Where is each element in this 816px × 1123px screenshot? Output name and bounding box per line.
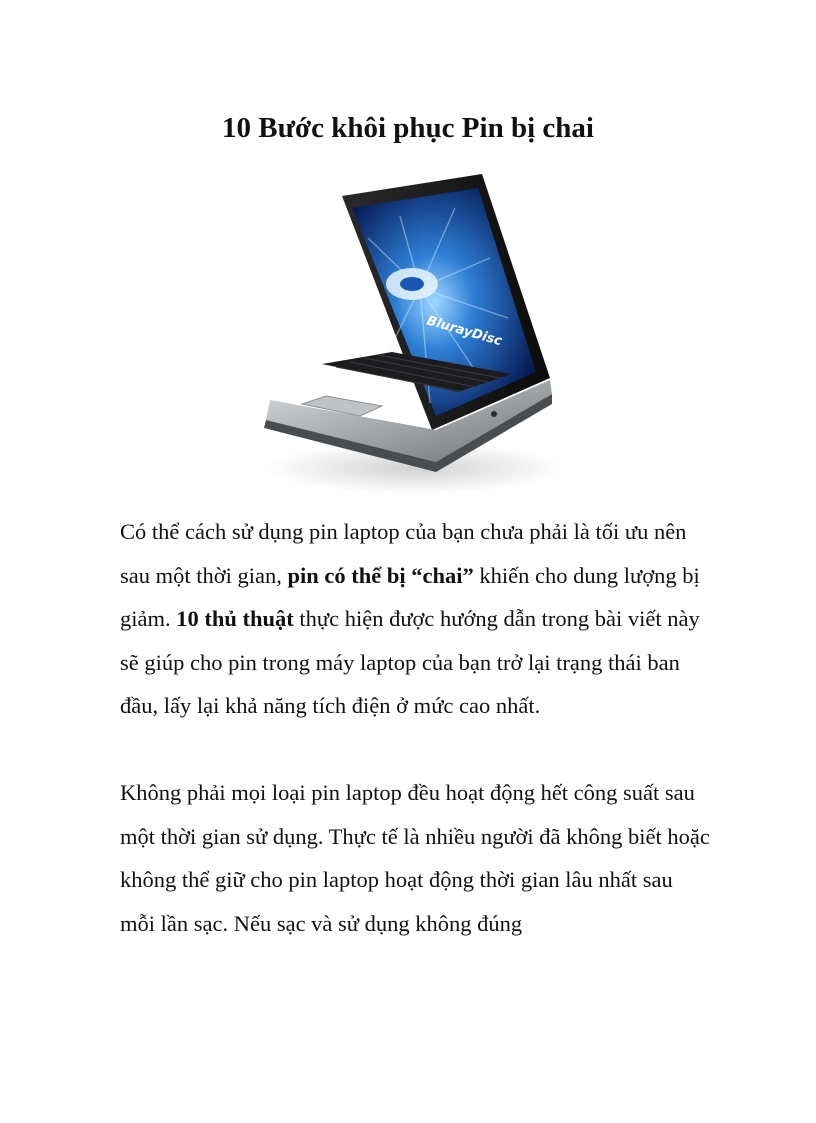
- text-segment: thực hiện được hướng dẫn trong bài viết này sẽ giúp cho pin trong máy laptop của bạn trở lại trạng thái ban đầu, lấy lại khả năng tích điện ở mức cao nhất.: [120, 606, 700, 718]
- text-segment: khiến cho dung lượng bị giảm.: [120, 562, 700, 631]
- article-body: [120, 510, 710, 945]
- screen-logo-text: BlurayDisc: [424, 313, 504, 350]
- paragraph-second: [120, 771, 710, 945]
- paragraph-intro: [120, 510, 710, 728]
- text-segment: Không phải mọi loại pin laptop đều hoạt động hết công suất sau một thời gian sử dụng. Thực tế là nhiều người đã không biết hoặc không thể giữ cho pin laptop hoạt động thời gian lâu nhất sau mỗi lần sạc. Nếu sạc và sử dụng không đúng: [120, 780, 710, 936]
- bold-text-segment: 10 thủ thuật: [176, 606, 294, 631]
- page-title: 10 Bước khôi phục Pin bị chai: [222, 112, 594, 144]
- laptop-icon: [250, 168, 562, 498]
- bold-text-segment: pin có thể bị “chai”: [287, 562, 474, 588]
- laptop-image: [250, 168, 562, 498]
- text-segment: Có thể cách sử dụng pin laptop của bạn chưa phải là tối ưu nên sau một thời gian,: [120, 519, 687, 588]
